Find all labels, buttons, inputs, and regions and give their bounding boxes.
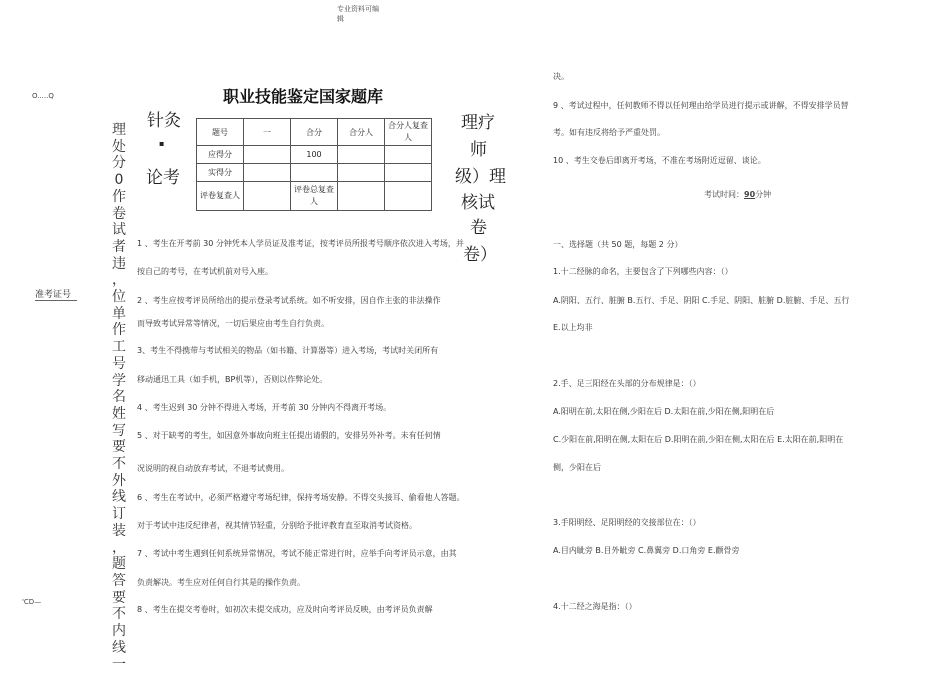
question-2-option: A.阳明在前,太阳在侧,少阳在后 D.太阳在前,少阳在侧,阳明在后 xyxy=(553,407,775,416)
binding-line-char: 外 xyxy=(112,472,126,489)
title-left-line2: 论考 xyxy=(146,168,180,188)
binding-line-char: 写 xyxy=(112,422,126,439)
binding-line-char: 位 xyxy=(112,289,126,306)
th-question-no: 题号 xyxy=(197,119,244,146)
score-table xyxy=(196,118,432,211)
rule-line: 6 、考生在考试中，必须严格遵守考场纪律，保持考场安静。不得交头接耳、偷看他人答题。 xyxy=(137,493,465,502)
binding-line-char: 线 xyxy=(112,489,126,506)
rule-line: 而导致考试异常等情况，一切后果应由考生自行负责。 xyxy=(137,319,329,328)
question-2-option: C.少阳在前,阳明在侧,太阳在后 D.阳明在前,少阳在侧,太阳在后 E.太阳在前,阳明在 xyxy=(553,435,844,444)
rule-line: 5 、对于缺考的考生，如因意外事故向班主任提出请假的，安排另外补考。未有任何情 xyxy=(137,431,441,440)
binding-line-char: 作 xyxy=(112,322,126,339)
rule-line: 负责解决。考生应对任何自行其是的操作负责。 xyxy=(137,578,305,587)
binding-line-char: 线 xyxy=(112,639,126,656)
rule-continued: 决。 xyxy=(553,72,569,81)
title-right-line6: 卷） xyxy=(463,245,497,265)
binding-line-char: 违 xyxy=(112,255,126,272)
page-title: 职业技能鉴定国家题库 xyxy=(223,87,384,106)
rule-line: 按自己的考号，在考试机前对号入座。 xyxy=(137,267,273,276)
th-total-person: 合分人 xyxy=(338,119,385,146)
exam-id-label: 准考证号 xyxy=(35,287,77,301)
binding-line-char: 作 xyxy=(112,188,126,205)
binding-line-char: ， xyxy=(112,272,126,289)
total-reviewer-label: 评卷总复查人 xyxy=(291,182,338,211)
rule-line: 8 、考生在提交考卷时，如初次未提交成功，应及时向考评员反映，由考评员负责解 xyxy=(137,605,433,614)
binding-line-char: 处 xyxy=(112,138,126,155)
binding-line-char: 分 xyxy=(112,155,126,172)
header-note-line1: 专业资料可编 xyxy=(337,5,379,13)
binding-line-char: 不 xyxy=(112,606,126,623)
binding-line-char: 名 xyxy=(112,389,126,406)
binding-line-char: ， xyxy=(112,539,126,556)
binding-line-char: 答 xyxy=(112,572,126,589)
section-heading: 一、选择题（共 50 题，每题 2 分） xyxy=(553,240,683,249)
exam-time-value: 90 xyxy=(744,190,756,199)
rule-10: 10 、考生交卷后即离开考场，不准在考场附近逗留、谈论。 xyxy=(553,156,766,165)
binding-line-char: 一 xyxy=(112,656,126,673)
exam-time-label: 考试时间： xyxy=(704,190,744,199)
binding-line-char: 号 xyxy=(112,355,126,372)
row-due-label: 应得分 xyxy=(197,146,244,164)
header-note-line2: 辑 xyxy=(337,15,344,23)
rule-line: 4 、考生迟到 30 分钟不得进入考场，开考前 30 分钟内不得离开考场。 xyxy=(137,403,392,412)
title-left-line1: 针灸 xyxy=(147,111,181,131)
question-3: 3.手阳明经、足阳明经的交接部位在：（） xyxy=(553,518,701,527)
th-total-reviewer: 合分人复查人 xyxy=(385,119,432,146)
rule-line: 移动通迅工具（如手机，BP机等），否则以作弊论处。 xyxy=(137,375,328,384)
binding-line-char: 内 xyxy=(112,623,126,640)
rule-line: 对于考试中违反纪律者，视其情节轻重，分别给予批评教育直至取消考试资格。 xyxy=(137,521,417,530)
title-right-line1: 理疗 xyxy=(461,113,495,133)
binding-line-char: 装 xyxy=(112,522,126,539)
row-due-value: 100 xyxy=(291,146,338,164)
binding-line-char: 订 xyxy=(112,506,126,523)
binding-line-char: 单 xyxy=(112,305,126,322)
question-2-option: 侧，少阳在后 xyxy=(553,463,601,472)
question-1-option: A.阴阳、五行、脏腑 B.五行、手足、阴阳 C.手足、阴阳、脏腑 D.脏腑、手足、五行 xyxy=(553,296,850,305)
binding-line-vertical-text xyxy=(109,122,129,673)
th-total: 合分 xyxy=(291,119,338,146)
binding-line-char: 理 xyxy=(112,122,126,138)
binding-line-char: 卷 xyxy=(112,205,126,222)
rule-line: 2 、考生应按考评员所给出的提示登录考试系统。如不听安排，因自作主张的非法操作 xyxy=(137,296,441,305)
question-3-option: A.目内眦旁 B.目外眦旁 C.鼻翼旁 D.口角旁 E.颧骨旁 xyxy=(553,546,740,555)
question-4: 4.十二经之海是指：（） xyxy=(553,602,637,611)
rule-line: 1 、考生在开考前 30 分钟凭本人学员证及准考证，按考评员所报考号顺序依次进入考场，并 xyxy=(137,239,464,248)
exam-time xyxy=(704,189,771,200)
reviewer-label: 评卷复查人 xyxy=(197,182,244,211)
question-2: 2.手、足三阳经在头部的分布规律是：（） xyxy=(553,379,701,388)
question-1-option: E.以上均非 xyxy=(553,323,593,332)
th-section-one: 一 xyxy=(244,119,291,146)
row-actual-label: 实得分 xyxy=(197,164,244,182)
binding-line-char: 试 xyxy=(112,222,126,239)
exam-time-unit: 分钟 xyxy=(755,190,772,199)
binding-line-char: 姓 xyxy=(112,405,126,422)
rule-9-b: 考。如有违反将给予严重处罚。 xyxy=(553,128,665,137)
title-right-line4: 核试 xyxy=(461,193,495,213)
margin-top-mark: O.....Q xyxy=(32,92,54,100)
rule-line: 况说明的视自动放弃考试，不退考试费用。 xyxy=(137,464,289,473)
question-1: 1.十二经脉的命名，主要包含了下列哪些内容：（） xyxy=(553,267,733,276)
binding-line-char: 题 xyxy=(112,556,126,573)
binding-line-char: 工 xyxy=(112,339,126,356)
title-right-line2: 师 xyxy=(470,140,487,160)
rule-9-a: 9 、考试过程中，任何教师不得以任何理由给学员进行提示或讲解，不得安排学员替 xyxy=(553,101,849,110)
title-left-dot: ▪ xyxy=(159,139,165,148)
binding-line-char: 不 xyxy=(112,456,126,473)
rule-line: 7 、考试中考生遇到任何系统异常情况，考试不能正常进行时，应举手向考评员示意，由其 xyxy=(137,549,457,558)
binding-line-char: 者 xyxy=(112,238,126,255)
binding-line-char: 要 xyxy=(112,589,126,606)
margin-bottom-mark: 'CD— xyxy=(22,598,42,606)
binding-line-char: 要 xyxy=(112,439,126,456)
title-right-line3: 级）理 xyxy=(455,167,506,187)
title-right-line5: 卷 xyxy=(470,218,487,238)
binding-line-char: 0 xyxy=(114,172,124,189)
binding-line-char: 学 xyxy=(112,372,126,389)
rule-line: 3、考生不得携带与考试相关的物品（如书籍、计算器等）进入考场，考试时关闭所有 xyxy=(137,346,439,355)
